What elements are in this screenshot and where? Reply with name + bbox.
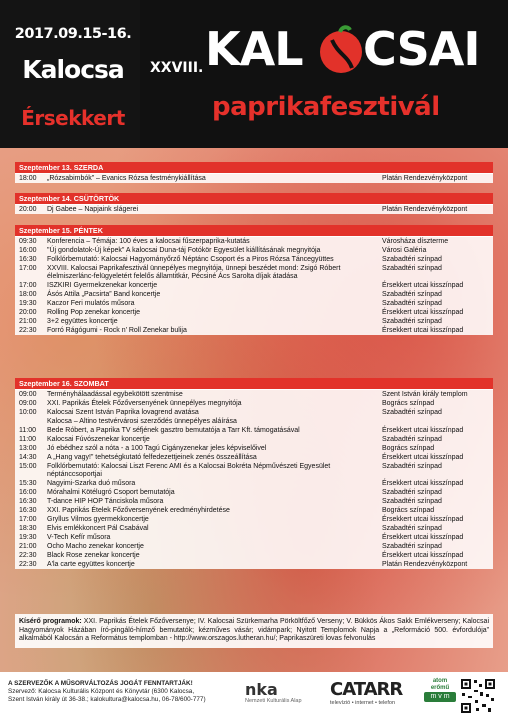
mvm-logo: [424, 678, 456, 714]
day-heading: Szeptember 14. CSÜTÖRTÖK: [15, 193, 493, 205]
event-place: Bogrács színpad: [382, 400, 435, 407]
event-title: Bede Róbert, a Paprika TV séfjének gasztro bemutatója a Tarr Kft. támogatásával: [47, 427, 300, 434]
side-programs-label: Kísérő programok:: [19, 618, 82, 625]
event-time: 16:30: [19, 507, 37, 514]
event-time: 22:30: [19, 561, 37, 568]
program-row: [15, 435, 493, 444]
event-title: Ásós Attila „Pacsirta” Band koncertje: [47, 291, 161, 298]
event-title: Nagyimi-Szarka duó műsora: [47, 480, 136, 487]
event-title: 3+2 együttes koncertje: [47, 318, 118, 325]
event-time: 18:30: [19, 525, 37, 532]
event-time: 20:00: [19, 309, 37, 316]
program-row: [15, 326, 493, 335]
event-place: Szabadtéri színpad: [382, 300, 442, 307]
event-place: Szabadtéri színpad: [382, 436, 442, 443]
mvm-logo-letters: m v m: [424, 692, 456, 702]
event-title: XXI. Paprikás Ételek Főzőversenyének ünnepélyes megnyitója: [47, 400, 242, 407]
event-time: 10:00: [19, 409, 37, 416]
event-time: 17:00: [19, 265, 37, 272]
event-title: ISZKIRI Gyermekzenekar koncertje: [47, 282, 158, 289]
pepper-logo-icon: [318, 24, 364, 76]
event-time: 19:30: [19, 534, 37, 541]
program-row: [15, 488, 493, 497]
mvm-logo-line: erőmű: [430, 685, 450, 691]
day-heading: Szeptember 16. SZOMBAT: [15, 378, 493, 390]
event-time: 16:30: [19, 256, 37, 263]
event-time: 16:00: [19, 489, 37, 496]
program-row: [15, 560, 493, 569]
event-place: Bogrács színpad: [382, 507, 435, 514]
event-title: Ocho Macho zenekar koncertje: [47, 543, 144, 550]
program-row: [15, 317, 493, 326]
program-row: [15, 453, 493, 462]
event-place: Érsekkert utcai kisszínpad: [382, 552, 464, 559]
event-place: Szabadtéri színpad: [382, 256, 442, 263]
event-place: Szabadtéri színpad: [382, 291, 442, 298]
event-title: Konferencia – Témája: 100 éves a kalocsai fűszerpaprika-kutatás: [47, 238, 250, 245]
nka-logo-caption: Nemzeti Kulturális Alap: [245, 698, 302, 704]
event-place: Platán Rendezvényközpont: [382, 206, 468, 213]
event-title: Mórahalmi Kötélugró Csoport bemutatója: [47, 489, 175, 496]
event-time: 18:00: [19, 175, 37, 182]
event-time: 11:00: [19, 427, 36, 434]
event-title: Jó ebédhez szól a nóta - a 100 Tagú Cigányzenekar jeles képviselőivel: [47, 445, 267, 452]
event-title: Forró Rágógumi - Rock n' Roll Zenekar bulija: [47, 327, 187, 334]
poster-header: [0, 0, 508, 148]
event-place: Városháza díszterme: [382, 238, 449, 245]
event-place: Szabadtéri színpad: [382, 489, 442, 496]
event-time: 09:00: [19, 400, 37, 407]
event-time: [15, 418, 47, 426]
event-time: 15:30: [19, 480, 37, 487]
catv-logo: [330, 680, 422, 714]
event-time: 17:00: [19, 282, 37, 289]
event-place: Érsekkert utcai kisszínpad: [382, 427, 464, 434]
event-time: 21:00: [19, 543, 37, 550]
event-title: Black Rose zenekar koncertje: [47, 552, 140, 559]
program-row: [15, 290, 493, 299]
catv-logo-text: CATARR: [330, 679, 403, 700]
day-block-thursday: [15, 193, 493, 214]
event-title: Kalocsai Szent István Paprika lovagrend avatása: [47, 409, 199, 416]
event-time: 11:00: [19, 436, 36, 443]
event-time: 09:00: [19, 391, 37, 398]
event-title: XXVIII. Kalocsai Paprikafesztivál ünnepélyes megnyitója, ünnepi beszédet mond: Zsigó Róbert élelmiszerlánc-felügyeletért felelős államtitkár, Pécsiné Ács Sarolta díjak átadása: [47, 265, 341, 280]
program-row: [15, 255, 493, 264]
event-place: Szabadtéri színpad: [382, 265, 442, 272]
program-row: [15, 524, 493, 533]
program-row: [15, 281, 493, 290]
program-row: [15, 299, 493, 308]
event-place: Érsekkert utcai kisszínpad: [382, 282, 464, 289]
event-time: 22:30: [19, 327, 37, 334]
event-time: 22:30: [19, 552, 37, 559]
event-time: 19:30: [19, 300, 37, 307]
program-row: [15, 497, 493, 506]
organizer-line: Szervező: Kalocsa Kulturális Központ és Könyvtár (6300 Kalocsa,: [8, 688, 195, 696]
day-block-friday: [15, 225, 493, 335]
catv-logo-caption: televízió • internet • telefon: [330, 700, 395, 706]
event-time: 18:00: [19, 291, 37, 298]
event-title: Folklórbemutató: Kalocsai Liszt Ferenc AMI és a Kalocsai Bokréta Népművészeti Egyesület néptánccsoportjai: [47, 463, 331, 478]
event-place: Érsekkert utcai kisszínpad: [382, 454, 464, 461]
event-place: Szabadtéri színpad: [382, 525, 442, 532]
program-row: [15, 205, 493, 214]
poster-footer: [0, 672, 508, 718]
event-time: 14:30: [19, 454, 37, 461]
organizer-info: [8, 680, 248, 705]
program-row: [15, 542, 493, 551]
program-row: [15, 399, 493, 408]
event-place: Szent István király templom: [382, 391, 468, 398]
event-title: A „Hang vagy!” tehetségkutató felfedezettjeinek zenés összeállítása: [47, 454, 257, 461]
event-place: Érsekkert utcai kisszínpad: [382, 516, 464, 523]
event-place: Szabadtéri színpad: [382, 318, 442, 325]
program-row: [15, 390, 493, 399]
event-time: 13:00: [19, 445, 37, 452]
festival-venue: Érsekkert: [21, 106, 125, 130]
event-title: A'la carte együttes koncertje: [47, 561, 135, 568]
event-time: 15:00: [19, 463, 37, 470]
nka-logo-text: nka: [245, 680, 278, 699]
event-time: 21:00: [19, 318, 37, 325]
organizer-line: Szent István király út 36-38.; kalokultura@kalocsa.hu, 06-78/600-777): [8, 696, 206, 704]
event-title: Rolling Pop zenekar koncertje: [47, 309, 140, 316]
day-block-saturday: [15, 378, 493, 569]
event-place: Érsekkert utcai kisszínpad: [382, 480, 464, 487]
event-place: Bogrács színpad: [382, 445, 435, 452]
program-row: [15, 444, 493, 453]
mvm-logo-line: atom: [432, 678, 448, 684]
event-place: Érsekkert utcai kisszínpad: [382, 327, 464, 334]
event-title: T-dance HIP HOP Tánciskola műsora: [47, 498, 164, 505]
event-title: Kaczor Feri mulatós műsora: [47, 300, 135, 307]
program-row: [15, 515, 493, 524]
event-time: 17:00: [19, 516, 37, 523]
qr-code-icon: [460, 678, 496, 714]
program-row: [15, 533, 493, 542]
title-right-part: CSAI: [363, 22, 480, 76]
event-title: Kalocsai Fúvószenekar koncertje: [47, 436, 150, 443]
nka-logo: [245, 682, 323, 714]
program-row: [15, 264, 493, 281]
event-title: Gryllus Vilmos gyermekkoncertje: [47, 516, 149, 523]
event-time: 16:00: [19, 247, 37, 254]
side-programs-text: XXI. Paprikás Ételek Főzőversenye; IV. Kalocsai Szürkemarha Pörköltfőző Verseny; V. Bükkös Ákos Sakk Emlékverseny; Kalocsai Hagyományok Házában író-pingáló-hímző bemutatók; kézműves vásár; vidámpark; Nyitott Templomok Napja a „Reformáció 500. évfordulója” alkalmából Kalocsán a Református templomban - http://www.orszagos.lutheran.hu/; Paprikaszüreti lovas felvonulás: [19, 618, 489, 643]
program-row: [15, 174, 493, 183]
event-place: Szabadtéri színpad: [382, 543, 442, 550]
event-title: Dj Gabee – Napjaink slágerei: [47, 206, 139, 213]
rights-notice: A SZERVEZŐK A MŰSORVÁLTOZÁS JOGÁT FENNTARTJÁK!: [8, 680, 193, 687]
festival-dates: 2017.09.15-16.: [14, 26, 132, 42]
program-row: [15, 417, 493, 426]
program-row: [15, 426, 493, 435]
side-programs: [15, 614, 493, 648]
event-title: „Rózsabimbók” – Evanics Rózsa festménykiállítása: [47, 175, 206, 182]
title-left-part: KAL: [205, 22, 303, 76]
event-time: 16:30: [19, 498, 37, 505]
event-title: V-Tech Kefír műsora: [47, 534, 111, 541]
program-row: [15, 246, 493, 255]
event-place: Szabadtéri színpad: [382, 409, 442, 416]
day-heading: Szeptember 15. PÉNTEK: [15, 225, 493, 237]
event-place: [382, 418, 493, 426]
festival-city: Kalocsa: [22, 55, 124, 84]
program-row: [15, 308, 493, 317]
event-place: Városi Galéria: [382, 247, 427, 254]
event-place: Szabadtéri színpad: [382, 498, 442, 505]
event-title: Kalocsa – Altino testvérvárosi szerződés ünnepélyes aláírása: [47, 418, 237, 425]
day-heading: Szeptember 13. SZERDA: [15, 162, 493, 174]
event-title: Folklórbemutató: Kalocsai Hagyományőrző Néptánc Csoport és a Piros Rózsa Táncegyüttes: [47, 256, 334, 263]
event-place: Platán Rendezvényközpont: [382, 561, 468, 568]
program-row: [15, 462, 493, 479]
festival-edition: XXVIII.: [150, 60, 204, 76]
program-row: [15, 408, 493, 417]
event-place: Érsekkert utcai kisszínpad: [382, 534, 464, 541]
program-row: [15, 506, 493, 515]
day-block-wednesday: [15, 162, 493, 183]
festival-title: [205, 22, 505, 80]
event-place: Platán Rendezvényközpont: [382, 175, 468, 182]
festival-subtitle: paprikafesztivál: [212, 92, 440, 122]
event-place: Érsekkert utcai kisszínpad: [382, 309, 464, 316]
event-title: "Új gondolatok-Új képek" A kalocsai Duna-táj Fotókör Egyesület kiállításának megnyitója: [47, 247, 321, 254]
program-row: [15, 479, 493, 488]
event-title: Terményhálaadással egybekötött szentmise: [47, 391, 183, 398]
event-title: XXI. Paprikás Ételek Főzőversenyének eredményhirdetése: [47, 507, 230, 514]
program-row: [15, 551, 493, 560]
event-title: Elvis emlékkoncert Pál Csabával: [47, 525, 149, 532]
event-time: 09:30: [19, 238, 37, 245]
program-row: [15, 237, 493, 246]
event-time: 20:00: [19, 206, 37, 213]
event-place: Szabadtéri színpad: [382, 463, 442, 470]
